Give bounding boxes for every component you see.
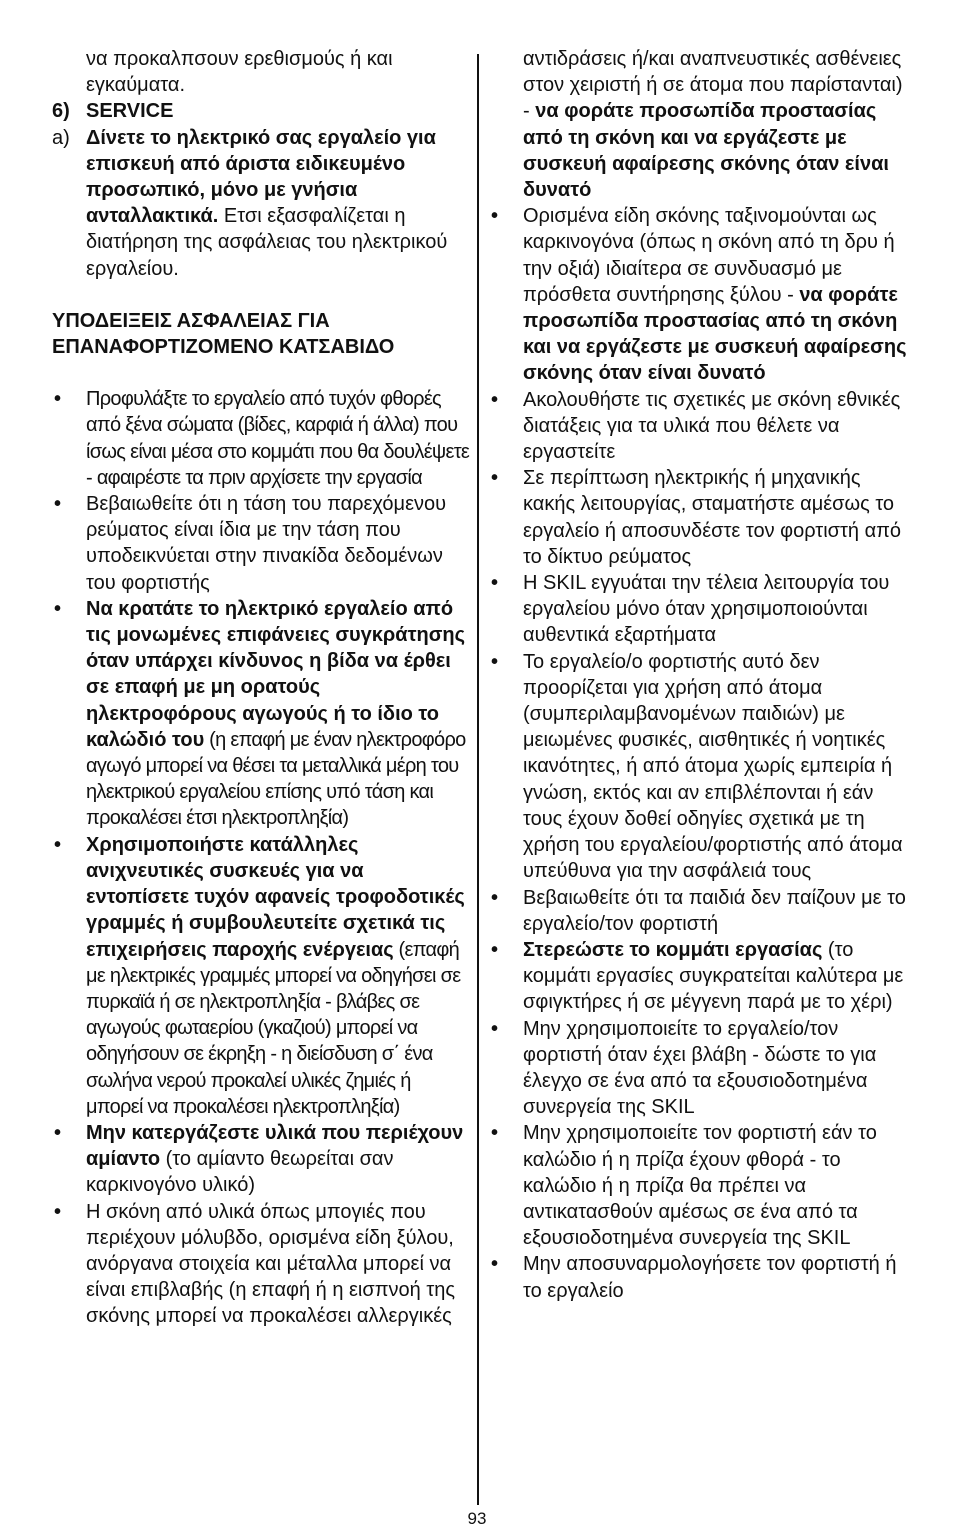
bullet-item: • Μην χρησιμοποιείτε τον φορτιστή εάν το καλώδιο ή η πρίζα έχουν φθορά - το καλώδιο ή η πρίζα θα πρέπει να αντικατασθούν αμέσως σε ένα από τα εξουσιοδοτημένα συνεργεία της SKIL bbox=[491, 1122, 877, 1250]
page-number: 93 bbox=[467, 1509, 487, 1528]
bullet-icon: • bbox=[491, 938, 499, 961]
bullet-icon: • bbox=[491, 572, 499, 595]
bullet-item: • Σε περίπτωση ηλεκτρικής ή μηχανικής κακής λειτουργίας, σταματήστε αμέσως το εργαλείο ή αποσυνδέστε τον φορτιστή από το δίκτυο ρεύματος bbox=[491, 467, 902, 568]
bullet-item: • Στερεώστε το κομμάτι εργασίας (το κομμάτι εργασίες συγκρατείται καλύτερα με σφιγκτήρες ή σε μέγγενη παρά με το χέρι) bbox=[491, 938, 904, 1014]
bullet-icon: • bbox=[54, 1200, 62, 1223]
bullet-icon: • bbox=[54, 833, 62, 856]
bullet-item: • Χρησιμοποιήστε κατάλληλες ανιχνευτικές συσκευές για να εντοπίσετε τυχόν αφανείς τροφοδοτικές γραμμές ή συμβουλευτείτε σχετικά τις επιχειρήσεις παροχής ενέργειας (επαφή με ηλεκτρικές γραμμές μπορεί να οδηγήσει σε πυρκαϊά ή σε ηλεκτροπληξία - βλάβες σε αγωγούς φωταερίου (γκαζιού) μπορεί να οδηγήσουν σε έκρηξη - η διείσδυση σ΄ ένα σωλήνα νερού προκαλεί υλικές ζημιές ή μπορεί να προκαλέσει ηλεκτροπληξία) bbox=[54, 833, 465, 1118]
bullet-icon: • bbox=[54, 388, 61, 411]
bullet-icon: • bbox=[491, 467, 499, 490]
bullet-icon: • bbox=[491, 205, 499, 228]
bullet-item: • Μην αποσυναρμολογήσετε τον φορτιστή ή το εργαλείο bbox=[491, 1253, 897, 1302]
bullet-icon: • bbox=[54, 493, 62, 516]
continued-text: να προκαλπσουν ερεθισμούς ή και εγκαύματα. bbox=[86, 48, 393, 97]
bullet-item: • Ορισμένα είδη σκόνης ταξινομούνται ως καρκινογόνα (όπως η σκόνη από τη δρυ ή την οξιά) ιδιαίτερα σε συνδυασμό με πρόσθετα συντήρησης ξύλου - να φοράτε προσωπίδα προστασίας από τη σκόνη και να εργάζεστε με συσκευή αφαίρεσης σκόνης όταν είναι δυνατό bbox=[491, 205, 907, 385]
service-label: SERVICE bbox=[86, 100, 174, 123]
bullet-icon: • bbox=[491, 388, 499, 411]
bullet-icon: • bbox=[54, 1121, 62, 1144]
continued-text: αντιδράσεις ή/και αναπνευστικές ασθένειες στον χειριστή ή σε άτομα που παρίστανται) - να φοράτε προσωπίδα προστασίας από τη σκόνη και να εργάζεστε με συσκευή αφαίρεσης σκόνης όταν είναι δυνατό bbox=[523, 48, 903, 202]
bullet-item: • Ακολουθήστε τις σχετικές με σκόνη εθνικές διατάξεις για τα υλικά που θέλετε να εργαστείτε bbox=[491, 388, 901, 464]
bullet-icon: • bbox=[491, 1122, 499, 1145]
bullet-item: • Μην χρησιμοποιείτε το εργαλείο/τον φορτιστή όταν έχει βλάβη - δώστε το για έλεγχο σε ένα από τα εξουσιοδοτημένα συνεργεία της SKIL bbox=[491, 1017, 877, 1119]
bullet-item: • Η SKIL εγγυάται την τέλεια λειτουργία του εργαλείου μόνο όταν χρησιμοποιούνται αυθεντικά εξαρτήματα bbox=[491, 572, 890, 647]
service-item-a: a) Δίνετε το ηλεκτρικό σας εργαλείο για επισκευή από άριστα ειδικευμένο προσωπικό, μόνο με γνήσια ανταλλακτικά. Ετσι εξασφαλίζεται η διατήρηση της ασφάλειας του ηλεκτρικού εργαλείου. bbox=[52, 126, 448, 280]
bullet-icon: • bbox=[491, 1253, 499, 1276]
section-heading: ΥΠΟΔΕΙΞΕΙΣ ΑΣΦΑΛΕΙΑΣ ΓΙΑ ΕΠΑΝΑΦΟΡΤΙΖΟΜΕΝΟ ΚΑΤΣΑΒΙΔΟ bbox=[52, 309, 395, 359]
bullet-item: • Μην κατεργάζεστε υλικά που περιέχουν αμίαντο (το αμίαντο θεωρείται σαν καρκινογόνο υλικό) bbox=[54, 1121, 464, 1197]
bullet-icon: • bbox=[54, 597, 62, 620]
bullet-item: • Βεβαιωθείτε ότι η τάση του παρεχόμενου ρεύματος είναι ίδια με την τάση που υποδεικνύεται στην πινακίδα δεδομένων του φορτιστής bbox=[54, 493, 447, 594]
bullet-icon: • bbox=[491, 886, 499, 909]
left-column bbox=[52, 46, 470, 1330]
column-divider bbox=[477, 54, 479, 1505]
bullet-item: • Η σκόνη από υλικά όπως μπογιές που περιέχουν μόλυβδο, ορισμένα είδη ξύλου, ανόργανα στοιχεία και μέταλλα μπορεί να είναι επιβλαβής (η επαφή ή η εισπνοή της σκόνης μπορεί να προκαλέσει αλλεργικές bbox=[54, 1200, 455, 1328]
right-column bbox=[489, 46, 907, 1304]
bullet-item: • Βεβαιωθείτε ότι τα παιδιά δεν παίζουν με το εργαλείο/τον φορτιστή bbox=[491, 886, 906, 935]
bullet-icon: • bbox=[491, 650, 499, 673]
service-number: 6) bbox=[52, 100, 70, 123]
item-marker: a) bbox=[52, 126, 70, 149]
bullet-item: • Προφυλάξτε το εργαλείο από τυχόν φθορές από ξένα σώματα (βίδες, καρφιά ή άλλα) που ίσως είναι μέσα στο κομμάτι που θα δουλέψετε - αφαιρέστε τα πριν αρχίσετε την εργασία bbox=[54, 388, 470, 489]
bullet-item: • Να κρατάτε το ηλεκτρικό εργαλείο από τις μονωμένες επιφάνειες συγκράτησης όταν υπάρχει κίνδυνος η βίδα να έρθει σε επαφή με μη ορατούς ηλεκτροφόρους αγωγούς ή το ίδιο το καλώδιό του (η επαφή με έναν ηλεκτροφόρο αγωγό μπορεί να θέσει τα μεταλλικά μέρη του ηλεκτρικού εργαλείου επίσης υπό τάση και προκαλέσει έτσι ηλεκτροπληξία) bbox=[54, 597, 466, 830]
service-heading bbox=[52, 98, 470, 124]
bullet-item: • Το εργαλείο/ο φορτιστής αυτό δεν προορίζεται για χρήση από άτομα (συμπεριλαμβανομένων παιδιών) με μειωμένες φυσικές, αισθητικές ή νοητικές ικανότητες, ή από άτομα χωρίς εμπειρία ή γνώση, εκτός και αν επιβλέπονται ή εάν τους έχουν δοθεί οδηγίες σχετικά με τη χρήση του εργαλείου/φορτιστής από άτομα υπεύθυνα για την ασφάλειά τους bbox=[491, 650, 903, 883]
bullet-icon: • bbox=[491, 1017, 499, 1040]
